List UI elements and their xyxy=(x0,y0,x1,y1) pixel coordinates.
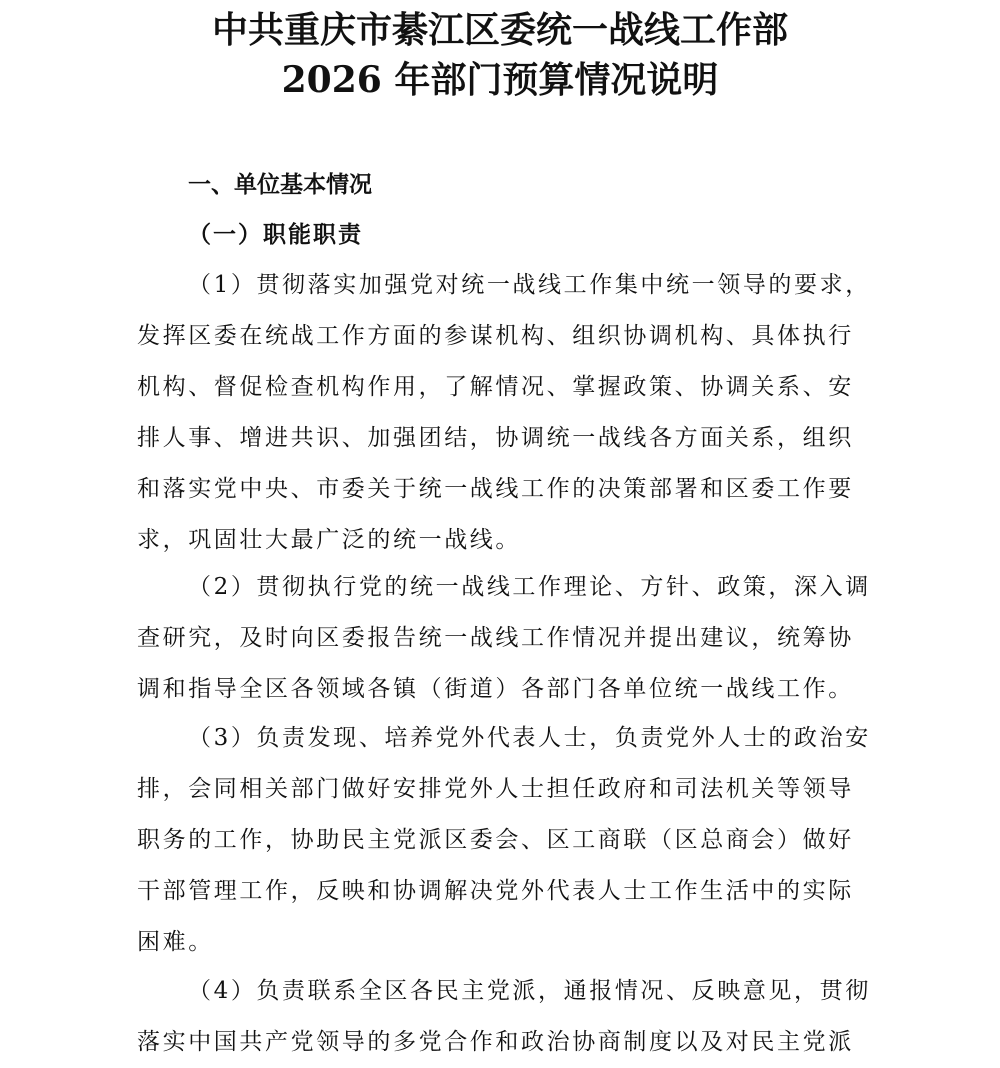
paragraph-2 xyxy=(137,562,871,715)
paragraph-line: 发挥区委在统战工作方面的参谋机构、组织协调机构、具体执行 xyxy=(137,323,854,349)
paragraph-line: 调和指导全区各领域各镇（街道）各部门各单位统一战线工作。 xyxy=(137,676,854,702)
paragraph-3 xyxy=(137,713,871,968)
paragraph-line: 查研究，及时向区委报告统一战线工作情况并提出建议，统筹协 xyxy=(137,625,854,651)
document-title-line-2: 2026 年部门预算情况说明 xyxy=(281,59,719,101)
paragraph-line: 和落实党中央、市委关于统一战线工作的决策部署和区委工作要 xyxy=(137,476,854,502)
paragraph-line: （4）负责联系全区各民主党派，通报情况、反映意见，贯彻 xyxy=(188,978,871,1004)
paragraph-4 xyxy=(137,966,871,1068)
paragraph-line: 职务的工作，协助民主党派区委会、区工商联（区总商会）做好 xyxy=(137,827,854,853)
paragraph-line: 求，巩固壮大最广泛的统一战线。 xyxy=(137,527,521,553)
section-heading: 一、单位基本情况 xyxy=(188,172,372,198)
paragraph-line: 机构、督促检查机构作用，了解情况、掌握政策、协调关系、安 xyxy=(137,374,854,400)
paragraph-line: （2）贯彻执行党的统一战线工作理论、方针、政策，深入调 xyxy=(188,574,871,600)
paragraph-line: 排人事、增进共识、加强团结，协调统一战线各方面关系，组织 xyxy=(137,425,854,451)
paragraph-line: 排，会同相关部门做好安排党外人士担任政府和司法机关等领导 xyxy=(137,776,854,802)
paragraph-1 xyxy=(137,260,871,566)
paragraph-line: 落实中国共产党领导的多党合作和政治协商制度以及对民主党派 xyxy=(137,1029,854,1055)
paragraph-line: （1）贯彻落实加强党对统一战线工作集中统一领导的要求， xyxy=(188,272,871,298)
paragraph-line: 困难。 xyxy=(137,929,214,955)
subsection-heading: （一）职能职责 xyxy=(188,222,363,248)
document-title-line-1: 中共重庆市綦江区委统一战线工作部 xyxy=(211,9,788,51)
paragraph-line: 干部管理工作，反映和协调解决党外代表人士工作生活中的实际 xyxy=(137,878,854,904)
paragraph-line: （3）负责发现、培养党外代表人士，负责党外人士的政治安 xyxy=(188,725,871,751)
